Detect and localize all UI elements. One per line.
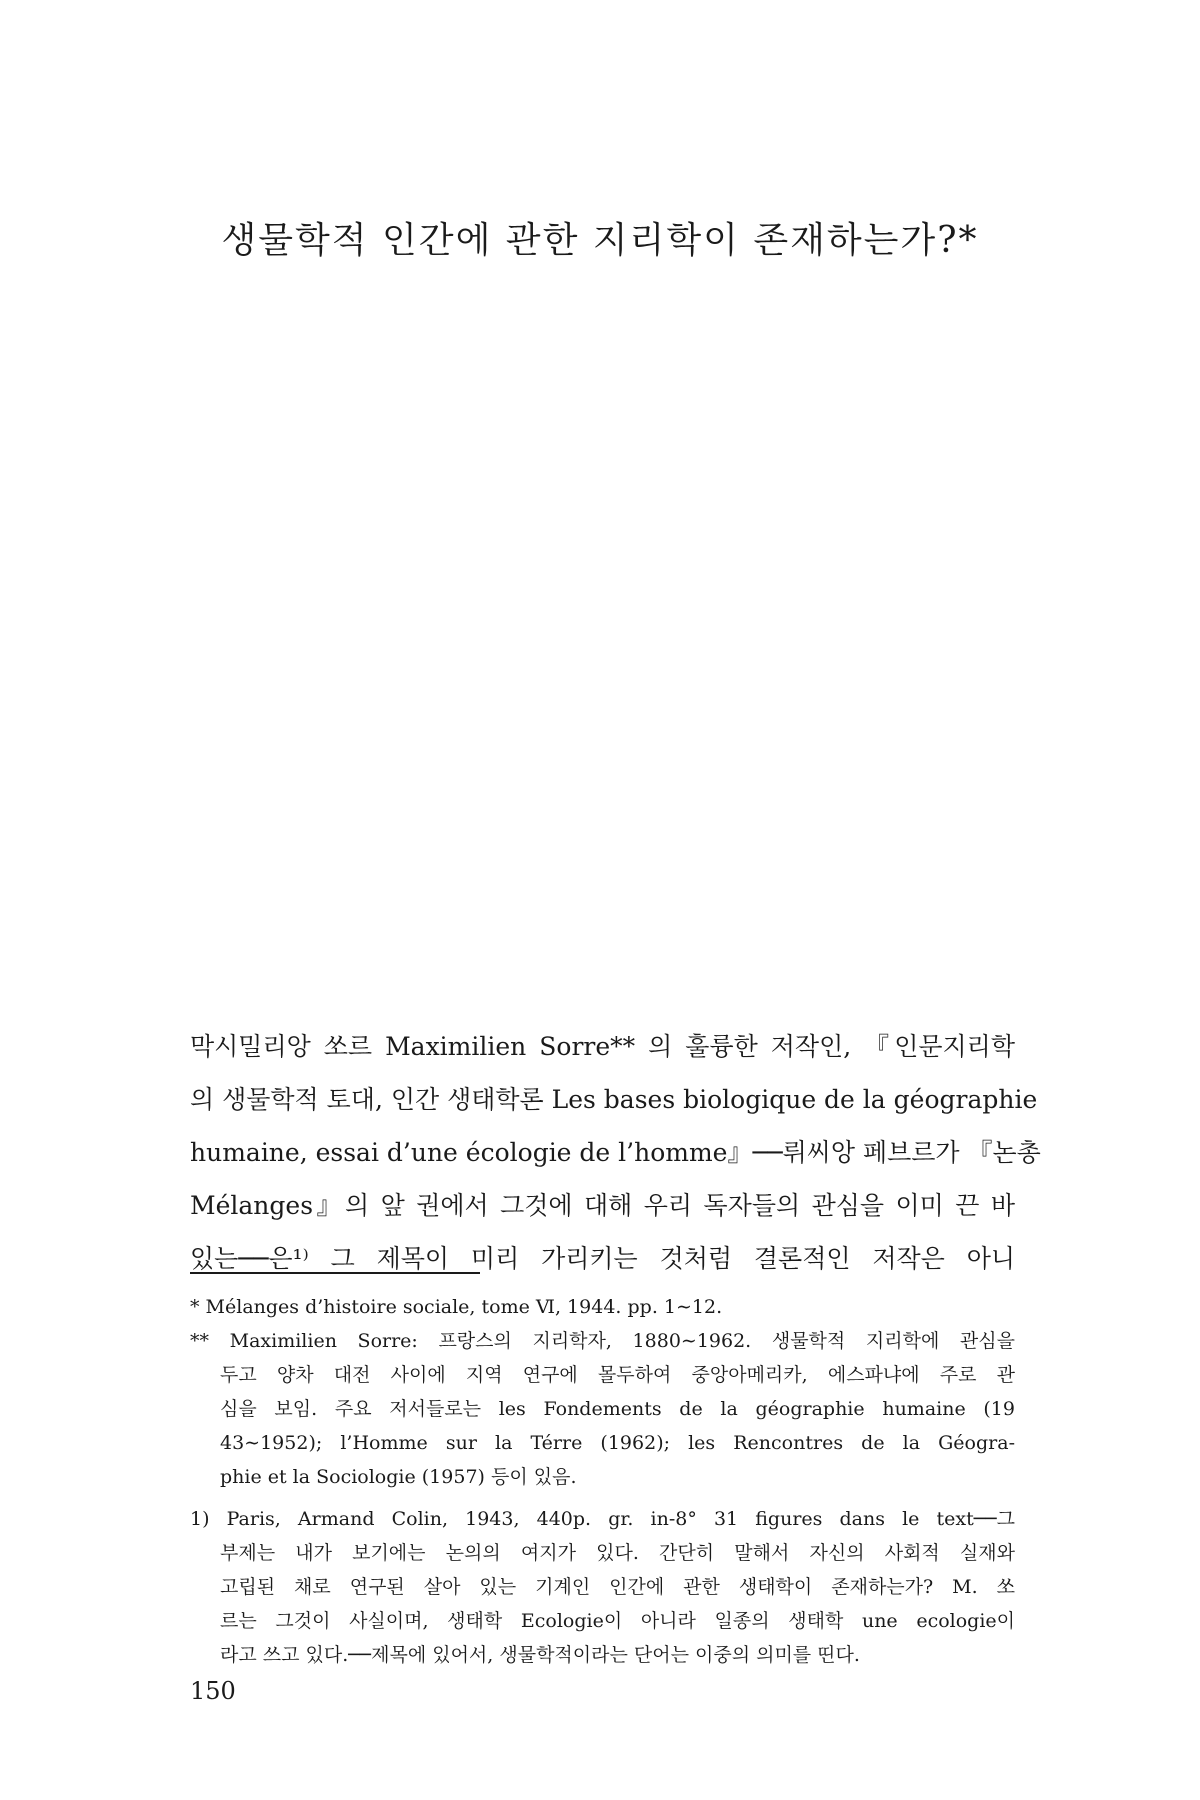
body-line: 있는──은¹⁾ 그 제목이 미리 가리키는 것처럼 결론적인 저작은 아니 [190, 1244, 1015, 1273]
footnote-double-star: ** Maximilien Sorre: 프랑스의 지리학자, 1880∼1962. 생물학적 지리학에 관심을 [190, 1330, 1015, 1352]
body-line: humaine, essai d’une écologie de l’homme』──뤼씨앙 페브르가 『논총 [190, 1138, 1041, 1167]
body-line: 의 생물학적 토대, 인간 생태학론 Les bases biologique de la géographie [190, 1085, 1038, 1114]
footnote-divider [190, 1272, 480, 1274]
footnote-line: 두고 양차 대전 사이에 지역 연구에 몰두하여 중앙아메리카, 에스파냐에 주로 관 [220, 1364, 1015, 1386]
footnote-line: phie et la Sociologie (1957) 등이 있음. [220, 1466, 577, 1488]
page-number: 150 [190, 1677, 236, 1705]
footnote-line: 심을 보임. 주요 저서들로는 les Fondements de la géographie humaine (19 [220, 1398, 1015, 1420]
body-paragraph [190, 1020, 1041, 1285]
footnote-1: 1) Paris, Armand Colin, 1943, 440p. gr. in-8° 31 figures dans le text──그 [190, 1508, 1015, 1530]
footnote-line: 르는 그것이 사실이며, 생태학 Ecologie이 아니라 일종의 생태학 une ecologie이 [220, 1610, 1015, 1632]
footnote-line: 고립된 채로 연구된 살아 있는 기계인 인간에 관한 생태학이 존재하는가? M. 쏘 [220, 1576, 1015, 1598]
page-title: 생물학적 인간에 관한 지리학이 존재하는가?* [221, 220, 979, 261]
footnote-line: 부제는 내가 보기에는 논의의 여지가 있다. 간단히 말해서 자신의 사회적 실재와 [220, 1542, 1015, 1564]
footnote-star: * Mélanges d’histoire sociale, tome Ⅵ, 1944. pp. 1∼12. [190, 1296, 723, 1318]
footnote-line: 43∼1952); l’Homme sur la Térre (1962); les Rencontres de la Géogra- [220, 1432, 1015, 1454]
body-line: Mélanges』의 앞 권에서 그것에 대해 우리 독자들의 관심을 이미 끈 바 [190, 1191, 1015, 1220]
body-line: 막시밀리앙 쏘르 Maximilien Sorre** 의 훌륭한 저작인, 『인문지리학 [190, 1032, 1015, 1061]
footnotes [190, 1290, 1015, 1672]
footnote-line: 라고 쓰고 있다.──제목에 있어서, 생물학적이라는 단어는 이중의 의미를 띤다. [220, 1644, 860, 1666]
